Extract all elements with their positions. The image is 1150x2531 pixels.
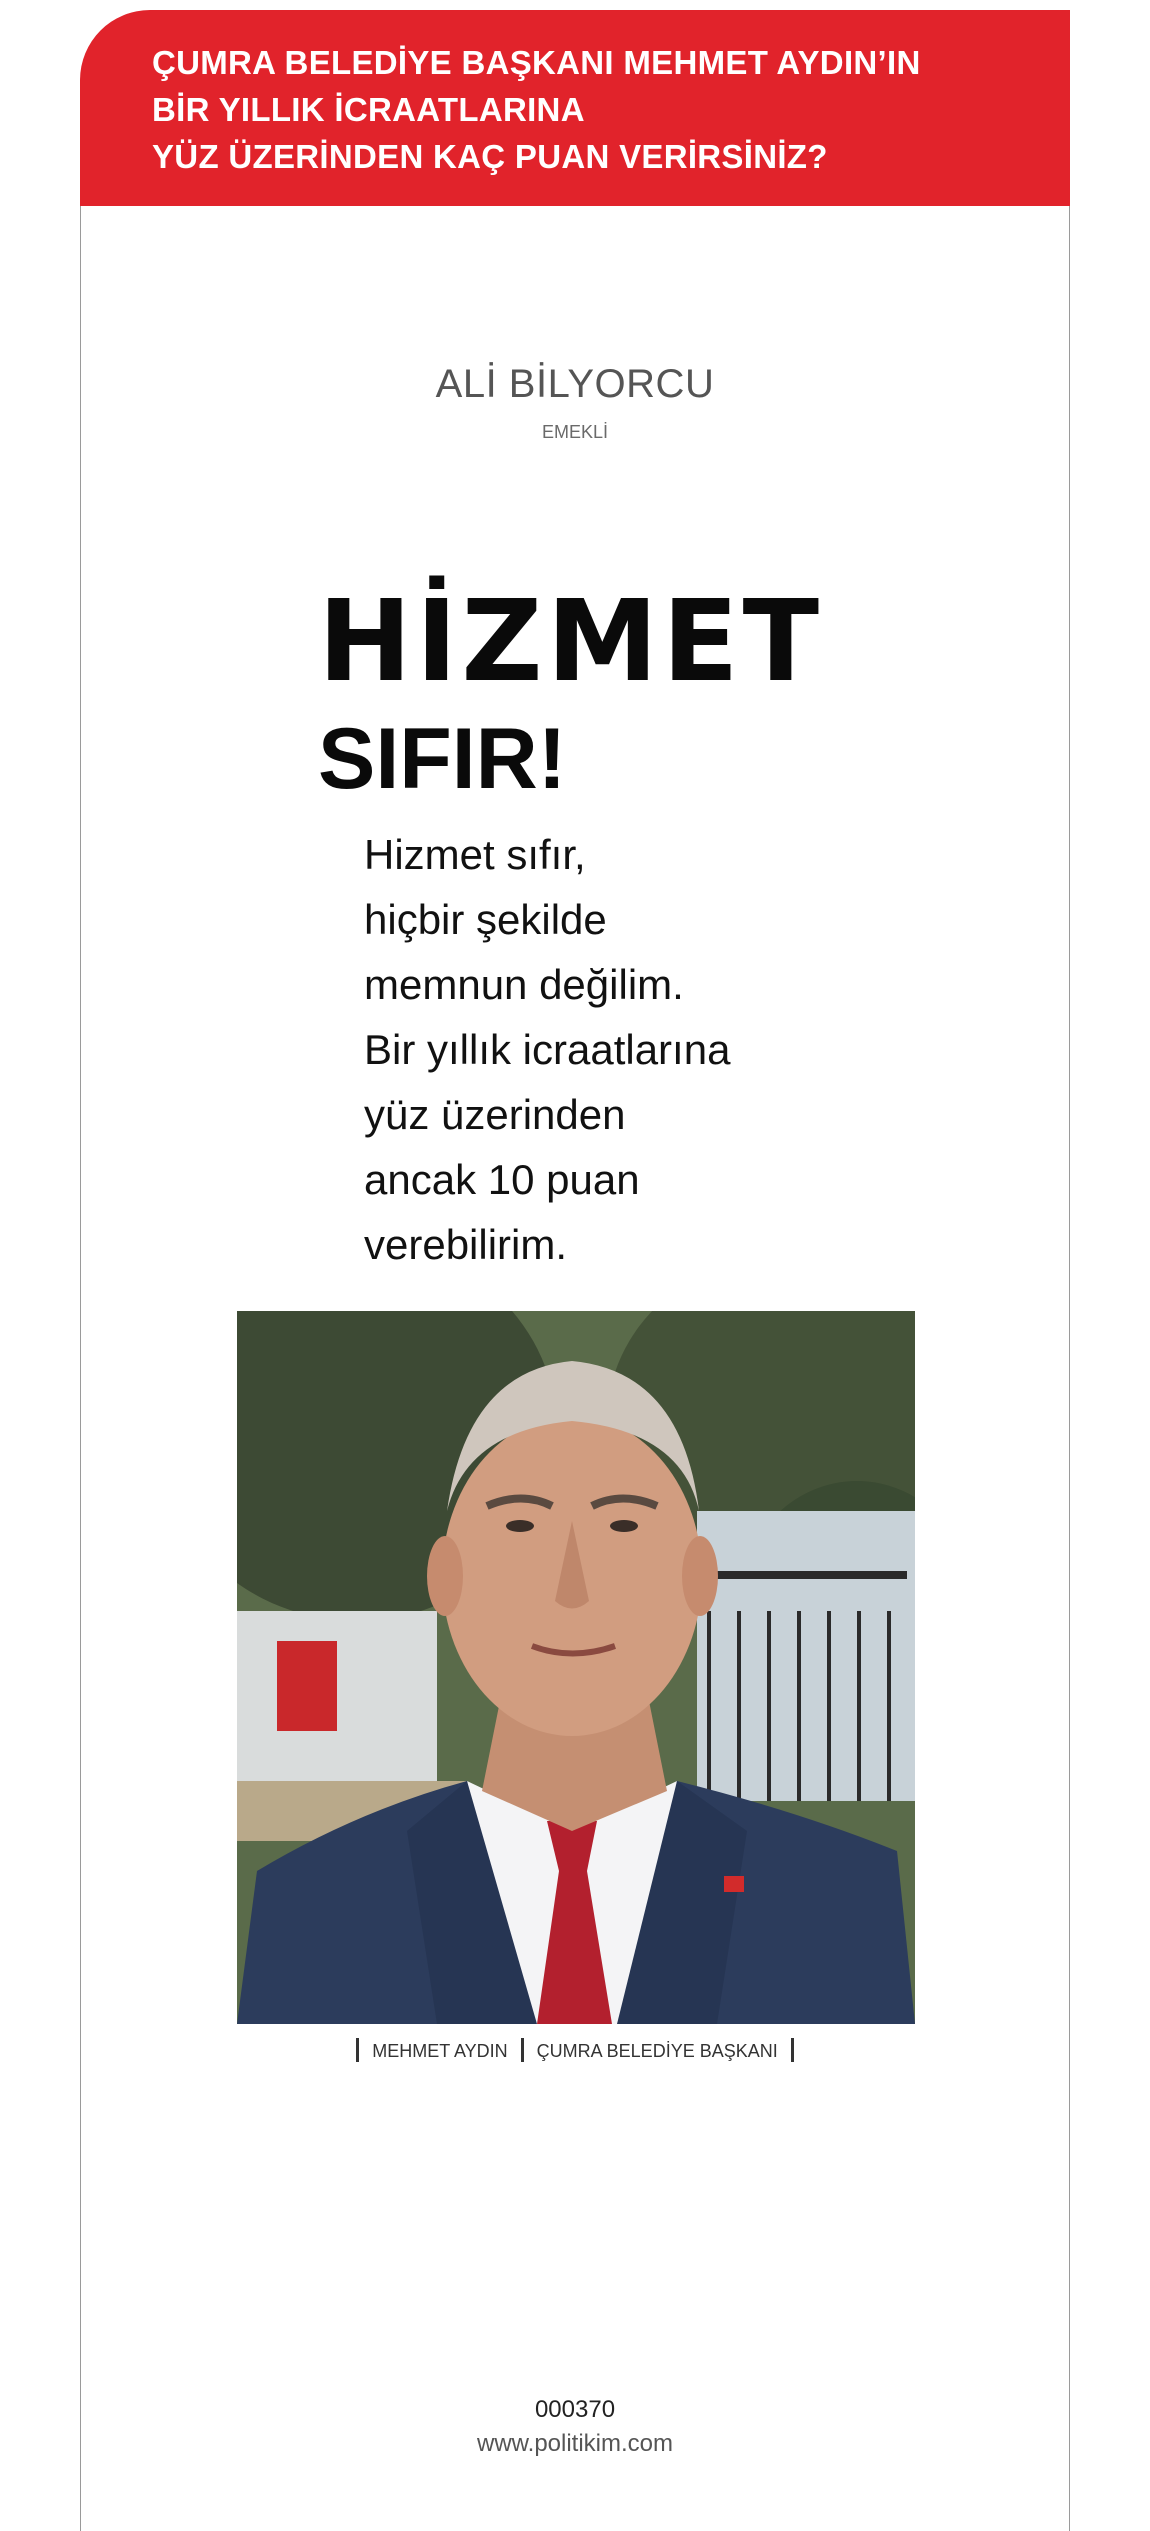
header-banner xyxy=(80,10,1070,206)
quote-line: Bir yıllık icraatlarına xyxy=(364,1026,731,1073)
footer-website-link[interactable]: www.politikim.com xyxy=(476,2430,674,2457)
footer-code: 000370 xyxy=(534,2396,616,2423)
respondent-occupation: EMEKLİ xyxy=(541,422,609,442)
caption-name: MEHMET AYDIN xyxy=(372,2041,508,2061)
quote-line: memnun değilim. xyxy=(364,961,684,1008)
headline-line-1: HİZMET xyxy=(318,577,823,707)
quote-line: yüz üzerinden xyxy=(364,1091,626,1138)
caption-divider xyxy=(791,2038,794,2062)
header-question-line-2: BİR YILLIK İCRAATLARINA xyxy=(152,91,585,128)
quote-line: ancak 10 puan xyxy=(364,1156,640,1203)
frame-right-border xyxy=(1069,206,1070,2531)
quote-line: verebilirim. xyxy=(364,1221,568,1268)
respondent-name: ALİ BİLYORCU xyxy=(435,362,715,406)
caption-divider xyxy=(356,2038,359,2062)
photo-caption xyxy=(0,2038,1150,2062)
header-question-line-3: YÜZ ÜZERİNDEN KAÇ PUAN VERİRSİNİZ? xyxy=(152,138,828,175)
frame-left-border xyxy=(80,206,81,2531)
header-question-line-1: ÇUMRA BELEDİYE BAŞKANI MEHMET AYDIN’IN xyxy=(152,44,921,81)
quote-body xyxy=(364,822,730,1277)
headline-line-2: SIFIR! xyxy=(318,711,567,807)
mayor-portrait-photo xyxy=(237,1311,915,2024)
quote-line: hiçbir şekilde xyxy=(364,896,607,943)
caption-title: ÇUMRA BELEDİYE BAŞKANI xyxy=(536,2041,778,2061)
quote-line: Hizmet sıfır, xyxy=(364,831,586,878)
caption-divider xyxy=(521,2038,524,2062)
